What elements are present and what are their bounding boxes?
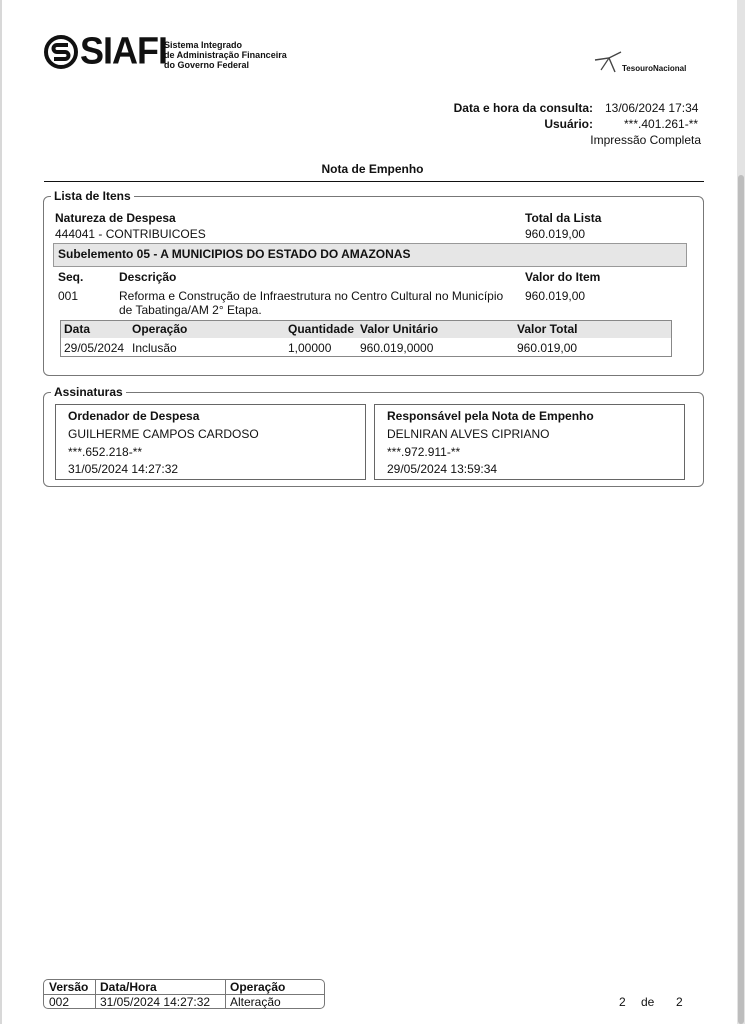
scrollbar-thumb[interactable] xyxy=(738,175,744,1024)
assinaturas-legend: Assinaturas xyxy=(51,385,126,399)
version-table-col-divider xyxy=(95,980,96,1008)
page-title: Nota de Empenho xyxy=(321,162,424,176)
table-cell-quantidade: 1,00000 xyxy=(288,341,332,355)
siafi-logo-text: SIAFI xyxy=(80,28,168,72)
table-cell-data: 29/05/2024 xyxy=(64,341,125,355)
version-cell-datahora: 31/05/2024 14:27:32 xyxy=(100,995,211,1009)
signature-name: DELNIRAN ALVES CIPRIANO xyxy=(387,427,550,441)
version-header-operacao: Operação xyxy=(230,980,286,994)
table-cell-valor-total: 960.019,00 xyxy=(517,341,578,355)
descricao-label: Descrição xyxy=(119,270,177,284)
subelemento-text: Subelemento 05 - A MUNICIPIOS DO ESTADO DO AMAZONAS xyxy=(58,247,411,261)
table-header-quantidade: Quantidade xyxy=(288,322,355,336)
consulta-label: Data e hora da consulta: xyxy=(453,101,593,115)
signature-datetime: 31/05/2024 14:27:32 xyxy=(68,462,179,476)
total-label: Total da Lista xyxy=(525,211,602,225)
impressao-text: Impressão Completa xyxy=(590,133,701,147)
title-divider xyxy=(44,181,704,182)
seq-value: 001 xyxy=(58,289,79,303)
page-separator: de xyxy=(641,995,655,1009)
seq-label: Seq. xyxy=(58,270,84,284)
version-cell-operacao: Alteração xyxy=(230,995,281,1009)
descricao-line-2: de Tabatinga/AM 2° Etapa. xyxy=(119,303,262,317)
table-header-valor-unitario: Valor Unitário xyxy=(360,322,439,336)
lista-itens-legend: Lista de Itens xyxy=(51,189,134,203)
signature-datetime: 29/05/2024 13:59:34 xyxy=(387,462,498,476)
signature-name: GUILHERME CAMPOS CARDOSO xyxy=(68,427,259,441)
usuario-value: ***.401.261-** xyxy=(624,117,699,131)
usuario-label: Usuário: xyxy=(544,117,593,131)
page-total: 2 xyxy=(676,995,683,1009)
page-edge xyxy=(0,0,2,1024)
operacoes-table xyxy=(60,320,672,357)
descricao-line-1: Reforma e Construção de Infraestrutura no Centro Cultural no Município xyxy=(119,289,504,303)
siafi-logo-subtitle: Sistema Integrado de Administração Financeira do Governo Federal xyxy=(164,40,287,70)
natureza-value: 444041 - CONTRIBUICOES xyxy=(55,227,206,241)
tesouro-logo-icon xyxy=(593,48,623,74)
version-cell-versao: 002 xyxy=(49,995,70,1009)
valor-item-value: 960.019,00 xyxy=(525,289,586,303)
consulta-value: 13/06/2024 17:34 xyxy=(605,101,699,115)
signature-box-ordenador xyxy=(55,404,366,480)
siafi-logo-icon xyxy=(44,35,78,69)
version-header-versao: Versão xyxy=(49,980,89,994)
page-current: 2 xyxy=(619,995,626,1009)
version-header-datahora: Data/Hora xyxy=(100,980,157,994)
signature-box-responsavel xyxy=(374,404,685,480)
tesouro-logo-text: TesouroNacional xyxy=(622,64,687,73)
table-header-valor-total: Valor Total xyxy=(517,322,578,336)
table-header-data: Data xyxy=(64,322,91,336)
signature-title: Responsável pela Nota de Empenho xyxy=(387,409,594,423)
signature-cpf: ***.652.218-** xyxy=(68,445,143,459)
table-header-operacao: Operação xyxy=(132,322,188,336)
table-cell-operacao: Inclusão xyxy=(132,341,177,355)
subelemento-bar xyxy=(53,243,687,267)
total-value: 960.019,00 xyxy=(525,227,586,241)
signature-title: Ordenador de Despesa xyxy=(68,409,200,423)
table-cell-valor-unitario: 960.019,0000 xyxy=(360,341,434,355)
version-table-col-divider xyxy=(225,980,226,1008)
signature-cpf: ***.972.911-** xyxy=(387,445,461,459)
natureza-label: Natureza de Despesa xyxy=(55,211,176,225)
version-table xyxy=(43,979,325,1009)
valor-item-label: Valor do Item xyxy=(525,270,601,284)
